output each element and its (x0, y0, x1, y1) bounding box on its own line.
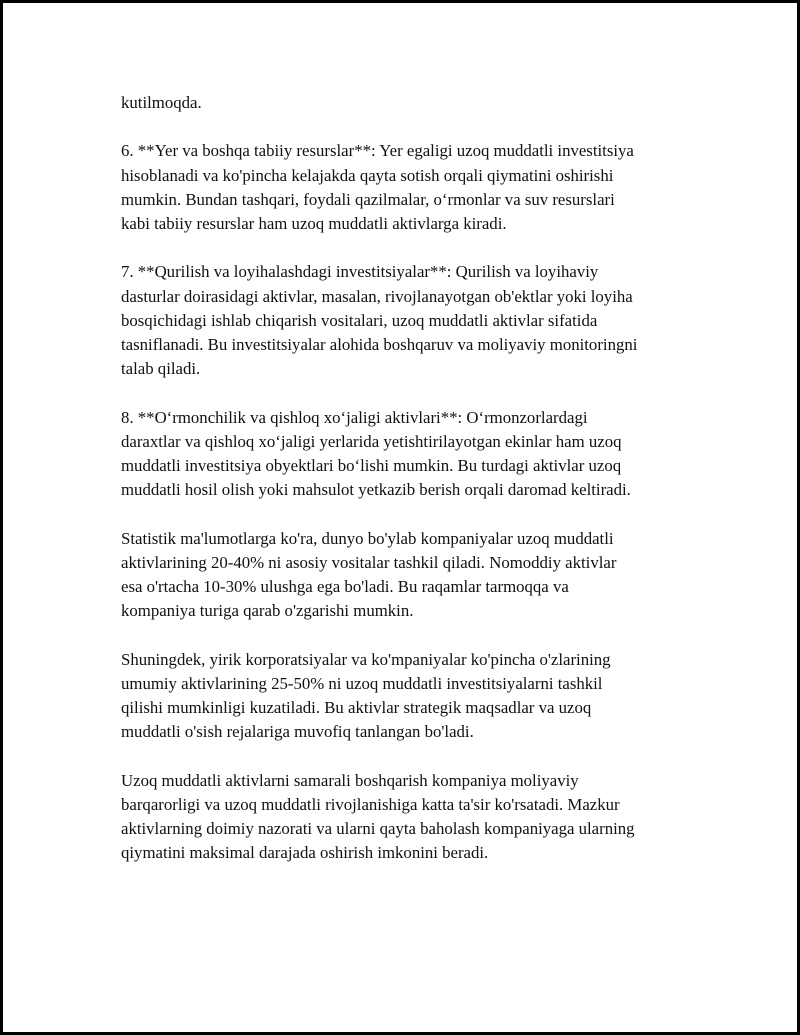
text-line: mumkin. Bundan tashqari, foydali qazilmalar, o‘rmonlar va suv resurslari (121, 189, 615, 209)
text-line: Uzoq muddatli aktivlarni samarali boshqarish kompaniya moliyaviy (121, 770, 579, 790)
text-line: Statistik ma'lumotlarga ko'ra, dunyo bo'ylab kompaniyalar uzoq muddatli (121, 528, 614, 548)
paragraph-statistics (121, 527, 701, 624)
text-line: 7. **Qurilish va loyihalashdagi investitsiyalar**: Qurilish va loyihaviy (121, 262, 599, 282)
text-line: qilishi mumkinligi kuzatiladi. Bu aktivlar strategik maqsadlar va uzoq (121, 698, 592, 717)
text-line: 8. **O‘rmonchilik va qishloq xo‘jaligi aktivlari**: O‘rmonzorlardagi (121, 407, 588, 427)
text-line: esa o'rtacha 10-30% ulushga ega bo'ladi. Bu raqamlar tarmoqqa va (121, 577, 569, 596)
text-line: hisoblanadi va ko'pincha kelajakda qayta sotish orqali qiymatini oshirishi (121, 165, 614, 185)
text-line: muddatli o'sish rejalariga muvofiq tanlangan bo'ladi. (121, 722, 474, 742)
text-line: 6. **Yer va boshqa tabiiy resurslar**: Yer egaligi uzoq muddatli investitsiya (121, 141, 634, 161)
paragraph-conclusion (121, 769, 701, 866)
paragraph-construction-investments (121, 260, 701, 381)
text-line: aktivlarning doimiy nazorati va ularni qayta baholash kompaniyaga ularning (121, 819, 635, 838)
text-line: kabi tabiiy resurslar ham uzoq muddatli aktivlarga kiradi. (121, 214, 507, 233)
text-line: barqarorligi va uzoq muddatli rivojlanishiga katta ta'sir ko'rsatadi. Mazkur (121, 794, 620, 814)
text-line: dasturlar doirasidagi aktivlar, masalan, rivojlanayotgan ob'ektlar yoki loyiha (121, 286, 633, 306)
text-line: qiymatini maksimal darajada oshirish imkonini beradi. (121, 843, 489, 863)
text-line: tasniflanadi. Bu investitsiyalar alohida boshqaruv va moliyaviy monitoringni (121, 335, 638, 354)
text-line: muddatli hosil olish yoki mahsulot yetkazib berish orqali daromad keltiradi. (121, 480, 631, 500)
text-line: umumiy aktivlarining 25-50% ni uzoq muddatli investitsiyalarni tashkil (121, 673, 603, 693)
paragraph-forestry-agriculture (121, 406, 701, 503)
paragraph-corporations (121, 648, 701, 745)
text-line: bosqichidagi ishlab chiqarish vositalari, uzoq muddatli aktivlar sifatida (121, 310, 598, 330)
paragraph-land-resources (121, 139, 701, 236)
text-line: muddatli investitsiya obyektlari bo‘lishi mumkin. Bu turdagi aktivlar uzoq (121, 456, 622, 475)
text-line: talab qiladi. (121, 359, 201, 379)
text-line: kompaniya turiga qarab o'zgarishi mumkin. (121, 601, 414, 621)
document-body (121, 91, 701, 890)
paragraph-continuation (121, 91, 701, 115)
text-line: daraxtlar va qishloq xo‘jaligi yerlarida yetishtirilayotgan ekinlar ham uzoq (121, 431, 622, 451)
text-line: Shuningdek, yirik korporatsiyalar va ko'mpaniyalar ko'pincha o'zlarining (121, 649, 611, 669)
text-line: aktivlarining 20-40% ni asosiy vositalar tashkil qiladi. Nomoddiy aktivlar (121, 552, 617, 572)
text-line: kutilmoqda. (121, 93, 202, 112)
